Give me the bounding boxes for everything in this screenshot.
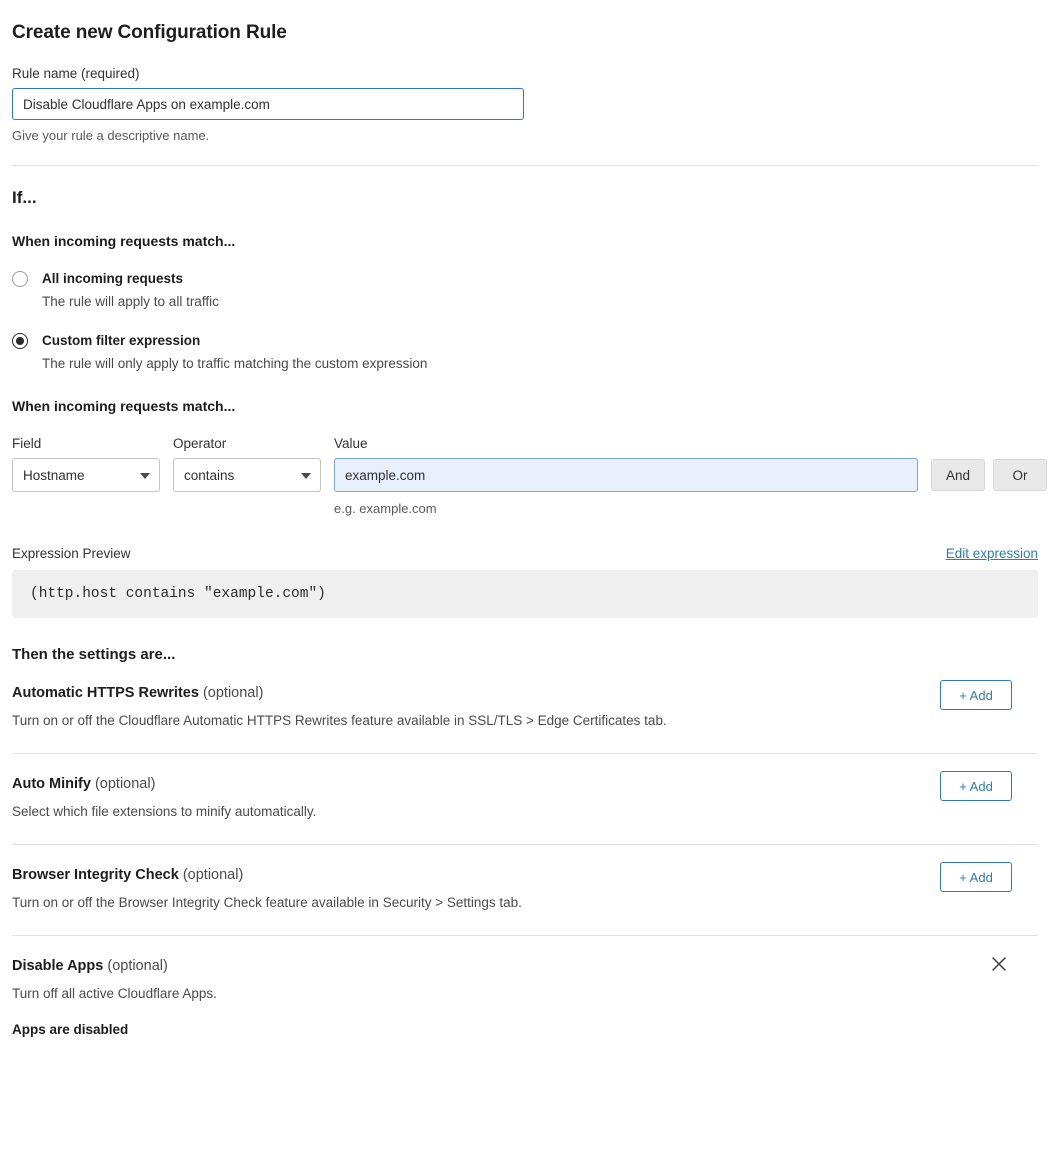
setting-desc-auto-minify: Select which file extensions to minify automatically. [12, 804, 317, 820]
field-select-value: Hostname [23, 467, 85, 483]
value-help: e.g. example.com [334, 501, 437, 517]
setting-optional-text: (optional) [107, 958, 168, 975]
and-button[interactable]: And [931, 459, 985, 491]
setting-optional-text: (optional) [202, 685, 264, 702]
radio-option-all-incoming-requests[interactable] [12, 269, 1038, 311]
setting-desc-disable-apps: Turn off all active Cloudflare Apps. [12, 986, 217, 1002]
expression-preview-header [12, 546, 1038, 561]
close-icon-svg [988, 953, 1010, 975]
edit-expression-link[interactable]: Edit expression [945, 546, 1038, 562]
filter-heading: When incoming requests match... [12, 398, 236, 415]
add-button-https-rewrites[interactable]: + Add [940, 680, 1012, 710]
match-heading: When incoming requests match... [12, 233, 236, 249]
if-section-heading: If... [12, 188, 37, 207]
radio-icon-custom-filter[interactable] [12, 333, 28, 349]
setting-desc-browser-integrity: Turn on or off the Browser Integrity Check feature available in Security > Settings tab. [12, 895, 522, 911]
chevron-down-icon [301, 473, 311, 479]
setting-title-auto-minify [12, 776, 1038, 792]
rule-name-label: Rule name (required) [12, 66, 140, 81]
setting-title-disable-apps [12, 958, 1038, 974]
value-input[interactable] [334, 458, 918, 492]
rule-name-input[interactable] [12, 88, 524, 120]
setting-title-text: Disable Apps [12, 958, 104, 975]
or-button[interactable]: Or [993, 459, 1047, 491]
field-select[interactable] [12, 458, 160, 492]
radio-title-all: All incoming requests [42, 271, 184, 286]
field-column [12, 436, 160, 492]
setting-desc-https-rewrites: Turn on or off the Cloudflare Automatic HTTPS Rewrites feature available in SSL/TLS > Edge Certificates tab. [12, 713, 667, 729]
setting-title-text: Browser Integrity Check [12, 867, 179, 884]
rule-name-help: Give your rule a descriptive name. [12, 128, 210, 143]
setting-title-browser-integrity [12, 867, 1038, 883]
setting-title-text: Auto Minify [12, 776, 91, 793]
expression-preview-label: Expression Preview [12, 546, 131, 562]
divider [12, 165, 1038, 166]
add-button-browser-integrity[interactable]: + Add [940, 862, 1012, 892]
setting-disable-apps [12, 936, 1038, 1037]
field-label: Field [12, 436, 42, 452]
operator-label: Operator [173, 436, 227, 452]
radio-icon-all-incoming-requests[interactable] [12, 271, 28, 287]
operator-column [173, 436, 321, 492]
setting-title-https-rewrites [12, 685, 1038, 701]
expression-preview-box: (http.host contains "example.com") [12, 570, 1038, 618]
value-label: Value [334, 436, 368, 452]
radio-desc-custom: The rule will only apply to traffic matching the custom expression [42, 355, 428, 371]
radio-title-custom: Custom filter expression [42, 333, 201, 349]
setting-auto-minify [12, 754, 1038, 819]
setting-status-disable-apps: Apps are disabled [12, 1022, 129, 1038]
add-button-auto-minify[interactable]: + Add [940, 771, 1012, 801]
setting-optional-text: (optional) [94, 776, 156, 793]
page-title: Create new Configuration Rule [12, 22, 287, 43]
chevron-down-icon [140, 473, 150, 479]
radio-desc-all: The rule will apply to all traffic [42, 293, 219, 309]
then-section-heading: Then the settings are... [12, 646, 176, 664]
setting-browser-integrity-check [12, 845, 1038, 910]
operator-select-value: contains [184, 467, 235, 483]
setting-title-text: Automatic HTTPS Rewrites [12, 685, 199, 702]
operator-select[interactable] [173, 458, 321, 492]
filter-row [12, 436, 1038, 516]
setting-optional-text: (optional) [182, 867, 244, 884]
setting-automatic-https-rewrites [12, 663, 1038, 728]
value-column [334, 436, 918, 516]
radio-option-custom-filter-expression[interactable] [12, 331, 1038, 373]
close-icon[interactable] [986, 952, 1012, 978]
